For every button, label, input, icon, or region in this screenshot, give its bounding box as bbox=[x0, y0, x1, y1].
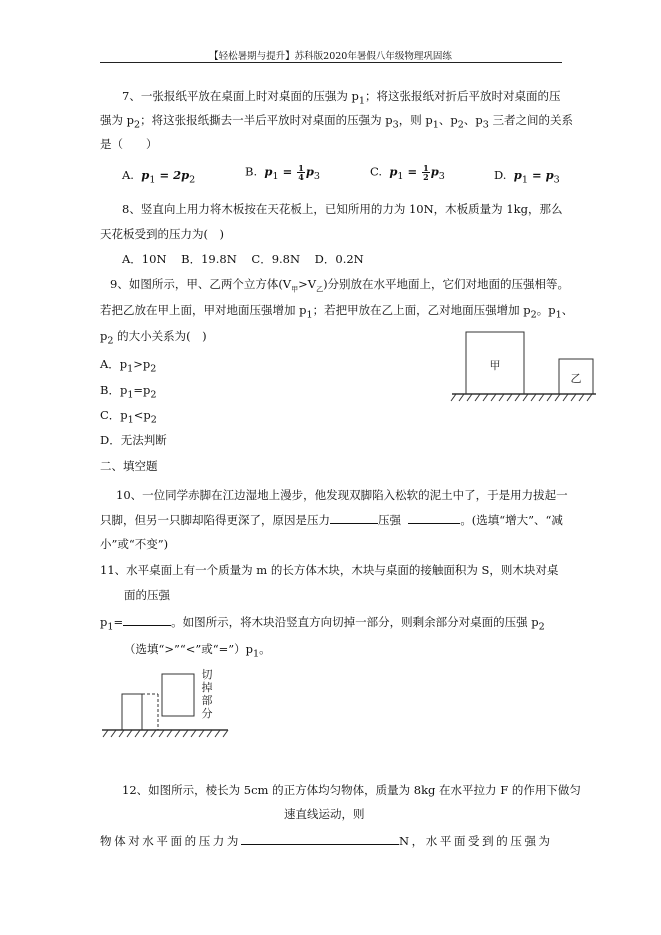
q7-option-b[interactable]: B. $p_1$ = $\frac{1}{4}$ $p_3$ bbox=[245, 163, 320, 182]
cut-label-3: 部 bbox=[201, 694, 213, 707]
q7-line3: 是（ ） bbox=[100, 137, 158, 151]
q12-line3: 物体对水平面的压力为 N，水平面受到的压强为 bbox=[100, 834, 553, 848]
q11-blank-1[interactable] bbox=[123, 614, 171, 626]
cut-label-4: 分 bbox=[201, 707, 213, 720]
q8-options bbox=[122, 251, 364, 267]
q8-option-b[interactable]: B．19.8N bbox=[181, 252, 237, 266]
q8-line2: 天花板受到的压力为( ) bbox=[100, 227, 224, 241]
q11-block-figure bbox=[100, 664, 230, 742]
q8-option-c[interactable]: C．9.8N bbox=[251, 252, 301, 266]
q9-line3: $p_2$ 的大小关系为( ) bbox=[100, 329, 207, 347]
q7-line1: 7、一张报纸平放在桌面上时对桌面的压强为 $p_1$；将这张报纸对折后平放时对桌面的压 bbox=[122, 89, 561, 107]
q7-option-c[interactable]: C. $p_1$ = $\frac{1}{2}$ $p_3$ bbox=[370, 163, 445, 182]
q7-option-a[interactable]: A. $p_1 = 2p_2$ bbox=[122, 168, 196, 186]
q12-line1: 12、如图所示，棱长为 5cm 的正方体均匀物体，质量为 8kg 在水平拉力 F 的作用下做匀 bbox=[122, 783, 581, 797]
q11-line3: $p_1=$ 。如图所示，将木块沿竖直方向切掉一部分，则剩余部分对桌面的压强 $p_2$ bbox=[100, 615, 545, 633]
q9-option-b[interactable]: B．$p_1=p_2$ bbox=[100, 383, 157, 401]
q9-line2: 若把乙放在甲上面，甲对地面压强增加 $p_1$；若把甲放在乙上面，乙对地面压强增加 $p_2$。$p_1$、 bbox=[100, 303, 574, 321]
page-header: 【轻松暑期与提升】苏科版2020年暑假八年级物理巩固练 bbox=[209, 51, 452, 62]
q11-line1: 11、水平桌面上有一个质量为 m 的长方体木块，木块与桌面的接触面积为 S，则木块对桌 bbox=[100, 563, 559, 577]
header-divider bbox=[100, 62, 562, 63]
section-title: 二、填空题 bbox=[100, 459, 158, 473]
q8-option-a[interactable]: A．10N bbox=[122, 252, 167, 266]
q9-option-d[interactable]: D．无法判断 bbox=[100, 433, 167, 447]
q11-line2: 面的压强 bbox=[124, 588, 170, 602]
cut-label-2: 掉 bbox=[201, 681, 213, 694]
q7-line2: 强为 $p_2$；将这张报纸撕去一半后平放时对桌面的压强为 $p_3$，则 $p_1$、$p_2$、$p_3$ 三者之间的关系 bbox=[100, 113, 574, 131]
q10-line1: 10、一位同学赤脚在江边湿地上漫步，他发现双脚陷入松软的泥土中了，于是用力拔起一 bbox=[116, 488, 568, 502]
q9-option-a[interactable]: A．$p_1>p_2$ bbox=[100, 357, 157, 375]
q10-line3: 小”或“不变”) bbox=[100, 537, 169, 551]
fraction: $\frac{1}{4}$ bbox=[298, 163, 304, 182]
q9-cubes-figure bbox=[448, 330, 598, 408]
q10-blank-1[interactable] bbox=[330, 512, 378, 524]
q12-line2: 速直线运动，则 bbox=[284, 807, 365, 821]
q9-option-c[interactable]: C．$p_1<p_2$ bbox=[100, 408, 157, 426]
q11-line4: （选填“>”“<”或“$=”)p_1$。 bbox=[124, 642, 271, 660]
q8-line1: 8、竖直向上用力将木板按在天花板上，已知所用的力为 10N，木板质量为 1kg，那么 bbox=[122, 202, 563, 216]
cut-piece bbox=[162, 674, 194, 716]
fraction: $\frac{1}{2}$ bbox=[423, 163, 429, 182]
q9-line1: 9、如图所示，甲、乙两个立方体$(V_甲>V_乙)$分别放在水平地面上，它们对地面的压强相等。 bbox=[110, 277, 570, 294]
ground-hatching bbox=[451, 394, 592, 401]
cube-jia-label: 甲 bbox=[489, 359, 501, 372]
q12-blank-1[interactable] bbox=[241, 833, 399, 845]
cube-yi-label: 乙 bbox=[570, 372, 582, 385]
cut-label-1: 切 bbox=[201, 668, 213, 681]
q10-line2: 只脚，但另一只脚却陷得更深了，原因是压力 压强 。(选填“增大”、“减 bbox=[100, 513, 563, 527]
q7-option-d[interactable]: D. $p_1 = p_3$ bbox=[494, 168, 560, 186]
table-hatching bbox=[103, 730, 228, 737]
q8-option-d[interactable]: D．0.2N bbox=[314, 252, 364, 266]
q10-blank-2[interactable] bbox=[408, 512, 460, 524]
remaining-block bbox=[122, 694, 142, 730]
